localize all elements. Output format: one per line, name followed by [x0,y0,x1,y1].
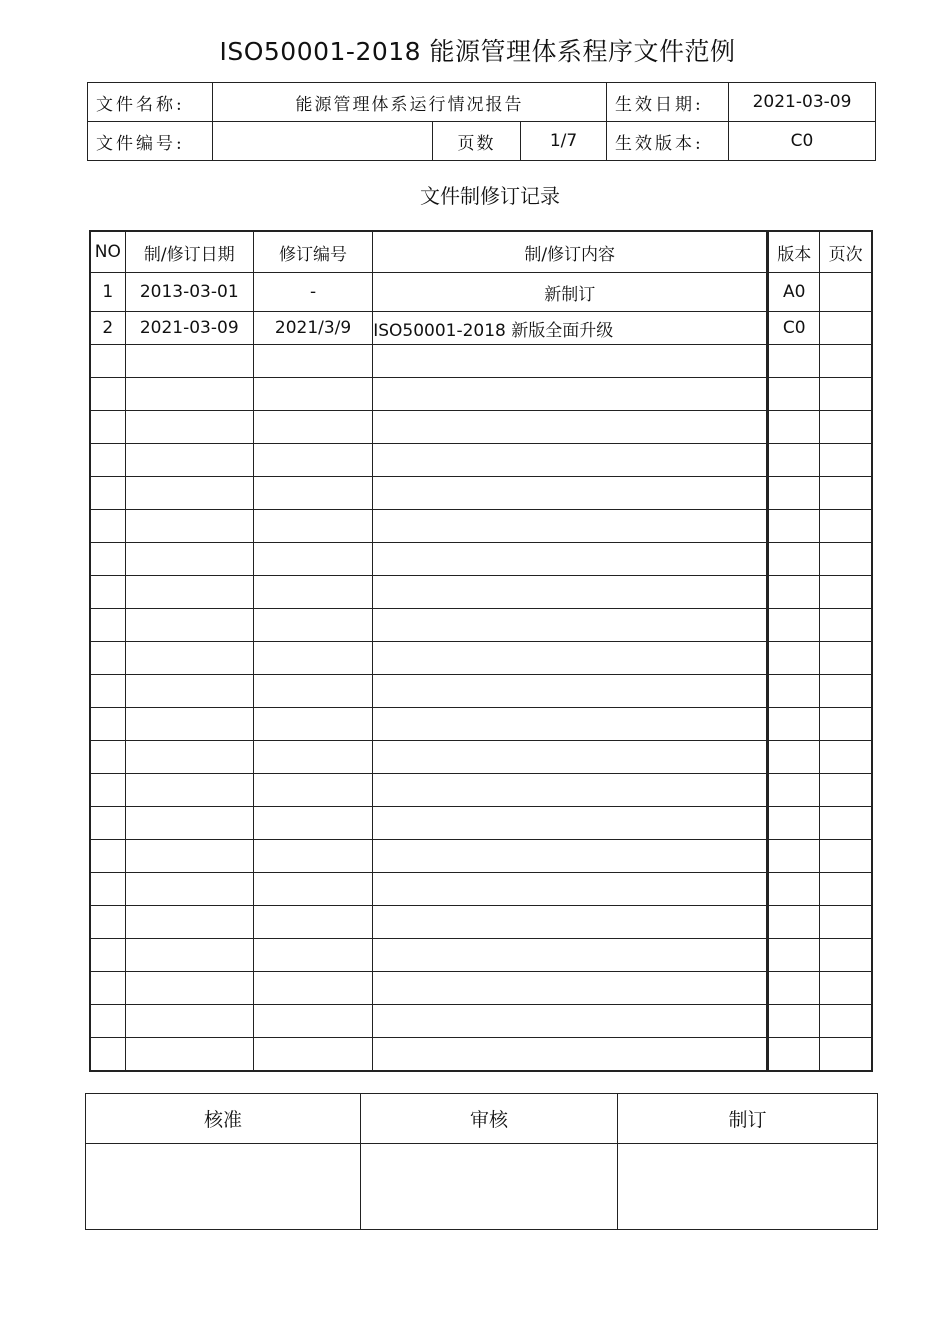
cell-no [90,378,125,411]
cell-date [125,873,253,906]
table-row [90,774,872,807]
cell-rev-number [253,873,372,906]
review-signature-cell [361,1144,618,1230]
cell-rev-number [253,345,372,378]
cell-version [768,543,820,576]
table-row [90,345,872,378]
table-row [90,642,872,675]
cell-content [373,840,768,873]
table-row [90,741,872,774]
cell-version [768,873,820,906]
cell-no [90,939,125,972]
effective-date-value: 2021-03-09 [729,83,876,122]
cell-page [820,609,872,642]
cell-rev-number [253,609,372,642]
cell-no [90,774,125,807]
cell-no: 1 [90,273,125,312]
effective-version-value: C0 [729,122,876,161]
cell-content [373,774,768,807]
cell-rev-number [253,1005,372,1038]
cell-rev-number [253,411,372,444]
cell-version [768,708,820,741]
cell-no [90,807,125,840]
effective-date-label: 生效日期: [607,83,729,122]
revision-record-title: 文件制修订记录 [420,184,560,208]
cell-date [125,939,253,972]
cell-no [90,543,125,576]
cell-rev-number [253,1038,372,1072]
approval-header-row [86,1094,878,1144]
cell-version [768,906,820,939]
table-row [90,378,872,411]
cell-page [820,741,872,774]
cell-no [90,1005,125,1038]
table-row [90,543,872,576]
cell-content [373,444,768,477]
cell-content: 新制订 [373,273,768,312]
cell-page [820,543,872,576]
cell-no [90,576,125,609]
table-row [90,273,872,312]
cell-version [768,378,820,411]
table-row [90,807,872,840]
cell-no [90,510,125,543]
cell-content [373,1038,768,1072]
cell-content [373,708,768,741]
cell-version [768,939,820,972]
cell-date [125,510,253,543]
approval-signature-row [86,1144,878,1230]
pages-label: 页数 [433,122,521,161]
cell-page [820,444,872,477]
cell-rev-number [253,510,372,543]
pages-value: 1/7 [521,122,607,161]
cell-version: C0 [768,312,820,345]
table-row [90,609,872,642]
cell-no [90,642,125,675]
revision-header-row [90,231,872,273]
file-info-row [88,122,876,161]
cell-date [125,444,253,477]
table-row [90,444,872,477]
cell-page [820,576,872,609]
cell-no [90,873,125,906]
cell-rev-number [253,576,372,609]
cell-version [768,642,820,675]
document-title: ISO50001-2018 能源管理体系程序文件范例 [219,37,736,66]
file-number-label: 文件编号: [88,122,213,161]
cell-page [820,972,872,1005]
cell-date [125,1038,253,1072]
cell-date [125,411,253,444]
cell-date [125,840,253,873]
cell-page [820,477,872,510]
cell-rev-number [253,543,372,576]
file-number-value [213,122,433,161]
cell-version [768,477,820,510]
cell-version [768,510,820,543]
cell-rev-number [253,642,372,675]
approval-table [85,1093,878,1230]
table-row [90,510,872,543]
cell-date [125,906,253,939]
cell-version [768,675,820,708]
table-row [90,1005,872,1038]
cell-content [373,741,768,774]
cell-rev-number [253,774,372,807]
cell-page [820,675,872,708]
cell-version [768,1005,820,1038]
table-row [90,1038,872,1072]
cell-date [125,807,253,840]
cell-date [125,345,253,378]
table-row [90,675,872,708]
cell-version [768,411,820,444]
cell-date [125,543,253,576]
column-header-version: 版本 [768,231,820,273]
cell-no [90,345,125,378]
column-header-no: NO [90,231,125,273]
cell-no [90,411,125,444]
table-row [90,576,872,609]
cell-content [373,609,768,642]
cell-version [768,972,820,1005]
cell-content [373,345,768,378]
cell-rev-number: 2021/3/9 [253,312,372,345]
cell-content [373,675,768,708]
cell-version [768,741,820,774]
cell-rev-number [253,840,372,873]
cell-date: 2021-03-09 [125,312,253,345]
cell-version [768,774,820,807]
cell-version [768,1038,820,1072]
cell-page [820,1038,872,1072]
cell-content [373,576,768,609]
table-row [90,477,872,510]
cell-content [373,906,768,939]
cell-rev-number [253,675,372,708]
cell-content [373,378,768,411]
table-row [90,411,872,444]
cell-content: ISO50001-2018 新版全面升级 [373,312,768,345]
cell-page [820,939,872,972]
column-header-page: 页次 [820,231,872,273]
cell-rev-number: - [253,273,372,312]
cell-page [820,642,872,675]
cell-date [125,477,253,510]
column-header-date: 制/修订日期 [125,231,253,273]
cell-content [373,873,768,906]
cell-no [90,741,125,774]
table-row [90,906,872,939]
file-info-row [88,83,876,122]
file-name-label: 文件名称: [88,83,213,122]
cell-page [820,345,872,378]
cell-rev-number [253,741,372,774]
cell-no [90,675,125,708]
cell-content [373,510,768,543]
file-info-table [87,82,876,161]
cell-rev-number [253,444,372,477]
cell-rev-number [253,477,372,510]
cell-no [90,609,125,642]
approve-signature-cell [86,1144,361,1230]
cell-version [768,444,820,477]
cell-page [820,1005,872,1038]
cell-date [125,774,253,807]
cell-content [373,477,768,510]
cell-no [90,906,125,939]
cell-date [125,972,253,1005]
table-row [90,708,872,741]
cell-content [373,1005,768,1038]
cell-version [768,840,820,873]
cell-page [820,510,872,543]
prepare-signature-cell [618,1144,878,1230]
cell-date [125,708,253,741]
cell-content [373,807,768,840]
cell-no: 2 [90,312,125,345]
cell-version: A0 [768,273,820,312]
cell-no [90,444,125,477]
cell-page [820,807,872,840]
cell-page [820,873,872,906]
cell-no [90,708,125,741]
cell-no [90,477,125,510]
approve-label: 核准 [86,1094,361,1144]
cell-page [820,312,872,345]
cell-date: 2013-03-01 [125,273,253,312]
cell-no [90,1038,125,1072]
cell-page [820,273,872,312]
cell-date [125,675,253,708]
cell-rev-number [253,939,372,972]
cell-content [373,543,768,576]
review-label: 审核 [361,1094,618,1144]
revision-record-table [89,230,873,1072]
cell-date [125,1005,253,1038]
table-row [90,873,872,906]
cell-content [373,972,768,1005]
cell-date [125,378,253,411]
cell-rev-number [253,378,372,411]
cell-page [820,378,872,411]
cell-version [768,609,820,642]
table-row [90,312,872,345]
prepare-label: 制订 [618,1094,878,1144]
cell-date [125,609,253,642]
cell-no [90,840,125,873]
table-row [90,840,872,873]
cell-date [125,576,253,609]
cell-no [90,972,125,1005]
effective-version-label: 生效版本: [607,122,729,161]
column-header-rev-number: 修订编号 [253,231,372,273]
cell-version [768,576,820,609]
cell-content [373,411,768,444]
cell-content [373,939,768,972]
cell-date [125,642,253,675]
cell-page [820,411,872,444]
cell-content [373,642,768,675]
table-row [90,972,872,1005]
cell-page [820,708,872,741]
column-header-content: 制/修订内容 [373,231,768,273]
cell-rev-number [253,708,372,741]
cell-page [820,906,872,939]
table-row [90,939,872,972]
cell-version [768,345,820,378]
cell-version [768,807,820,840]
file-name-value: 能源管理体系运行情况报告 [213,83,607,122]
cell-date [125,741,253,774]
cell-rev-number [253,972,372,1005]
cell-page [820,774,872,807]
cell-rev-number [253,906,372,939]
cell-rev-number [253,807,372,840]
cell-page [820,840,872,873]
